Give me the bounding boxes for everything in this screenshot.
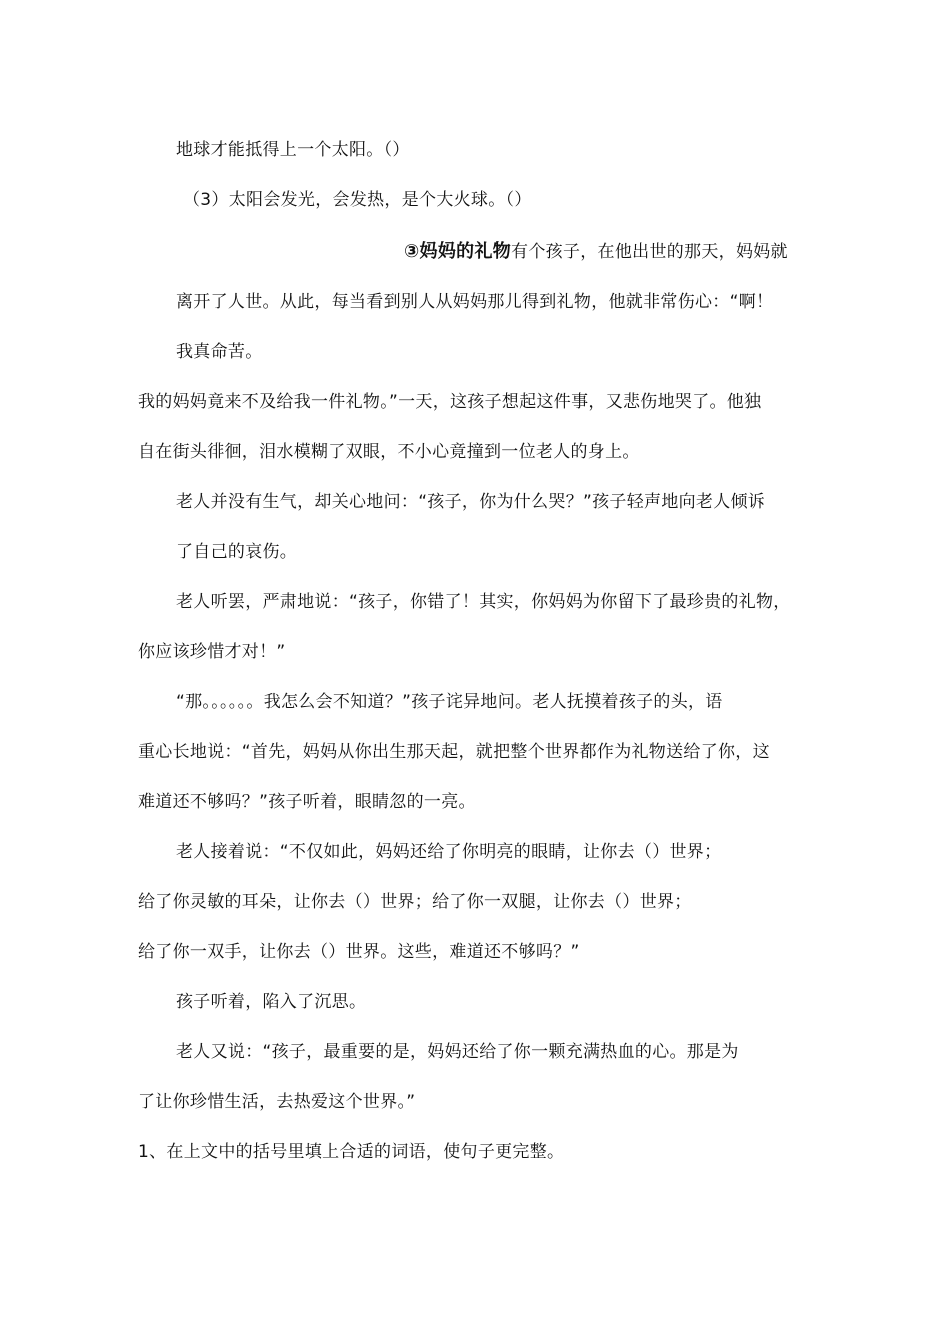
text-line: 我真命苦。 bbox=[176, 342, 263, 362]
question-3-line: （3）太阳会发光，会发热，是个大火球。（） bbox=[183, 190, 532, 210]
text-line: 离开了人世。从此，每当看到别人从妈妈那儿得到礼物，他就非常伤心：“啊！ bbox=[176, 292, 774, 312]
text-line: 有个孩子，在他出世的那天，妈妈就 bbox=[511, 242, 788, 262]
text-line: 了让你珍惜生活，去热爱这个世界。” bbox=[138, 1092, 416, 1112]
text-line: 老人并没有生气，却关心地问：“孩子，你为什么哭？”孩子轻声地向老人倾诉 bbox=[176, 492, 766, 512]
text-line: 难道还不够吗？”孩子听着，眼睛忽的一亮。 bbox=[138, 792, 476, 812]
text-line: 了自己的哀伤。 bbox=[176, 542, 298, 562]
text-line: 重心长地说：“首先，妈妈从你出生那天起，就把整个世界都作为礼物送给了你，这 bbox=[138, 742, 770, 762]
text-line: 孩子听着，陷入了沉思。 bbox=[176, 992, 367, 1012]
text-line: “那。。。。。。我怎么会不知道？”孩子诧异地问。老人抚摸着孩子的头，语 bbox=[176, 692, 723, 712]
text-line: 你应该珍惜才对！” bbox=[138, 642, 286, 662]
text-line: 老人听罢，严肃地说：“孩子，你错了！其实，你妈妈为你留下了最珍贵的礼物， bbox=[176, 592, 791, 612]
text-line: 老人又说：“孩子，最重要的是，妈妈还给了你一颗充满热血的心。那是为 bbox=[176, 1042, 739, 1062]
exercise-question: 1、在上文中的括号里填上合适的词语，使句子更完整。 bbox=[138, 1142, 565, 1162]
text-line: 地球才能抵得上一个太阳。（） bbox=[176, 140, 410, 160]
text-line: 给了你一双手，让你去（）世界。这些，难道还不够吗？” bbox=[138, 942, 580, 962]
text-line: 自在街头徘徊，泪水模糊了双眼，不小心竟撞到一位老人的身上。 bbox=[138, 442, 640, 462]
story-title: ③妈妈的礼物 bbox=[404, 241, 512, 262]
story-opening-line bbox=[404, 240, 788, 264]
text-line: 老人接着说：“不仅如此，妈妈还给了你明亮的眼睛，让你去（）世界； bbox=[176, 842, 722, 862]
text-line: 我的妈妈竟来不及给我一件礼物。”一天，这孩子想起这件事，又悲伤地哭了。他独 bbox=[138, 392, 762, 412]
text-line: 给了你灵敏的耳朵，让你去（）世界；给了你一双腿，让你去（）世界； bbox=[138, 892, 692, 912]
